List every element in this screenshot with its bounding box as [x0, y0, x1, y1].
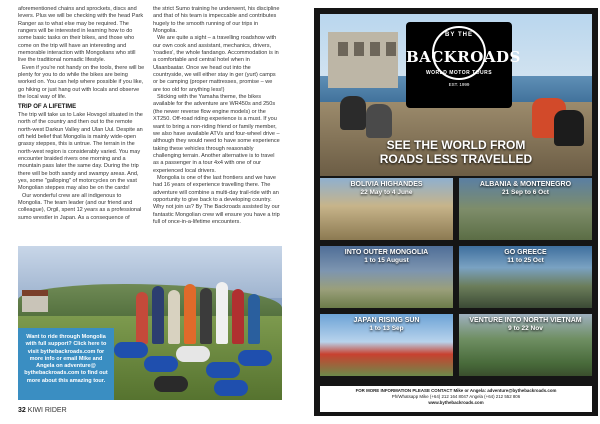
logo-est: EST. 1999	[448, 82, 470, 87]
tour-tile-albania[interactable]	[459, 178, 592, 240]
section-heading: TRIP OF A LIFETIME	[18, 104, 77, 111]
contact-website[interactable]: www.bythebackroads.com	[428, 400, 484, 405]
tour-tile-vietnam[interactable]	[459, 314, 592, 376]
tour-name: VENTURE INTO NORTH VIETNAM	[469, 317, 582, 324]
logo-sub: WORLD MOTOR TOURS	[425, 70, 493, 76]
tour-name: JAPAN RISING SUN	[353, 317, 420, 324]
tour-dates: 1 to 15 August	[364, 257, 409, 264]
tour-dates: 21 Sep to 6 Oct	[502, 189, 549, 196]
tour-dates: 9 to 22 Nov	[508, 325, 543, 332]
page-number: 32	[18, 407, 26, 414]
tour-tile-japan[interactable]	[320, 314, 453, 376]
body-paragraph: Even if you're not handy on the tools, there will be plenty for you to do while the bikes are being worked on. You can help where possible if you like, go hiking or just hang out with locals and observe the local way of life.	[18, 64, 145, 101]
logo-main: BACKROADS	[406, 48, 521, 66]
tagline	[320, 138, 592, 166]
cta-box[interactable]	[18, 328, 114, 400]
tour-tile-mongolia[interactable]	[320, 246, 453, 308]
hero-photo	[320, 14, 592, 176]
body-paragraph: The trip will take us to Lake Hovsgol situated in the north of the country and then out to the remote north-west Darkun Valley and Ulan Uul. Despite an oft held belief that Mongolia is mainly wide-open grassy steppes, this is untrue. The terrain in the north-west region is considerably varied. You may encounter braided rivers one morning and a mountain pass later the same day. During the trip there will be both sandy and swampy areas. And, yes, some "galloping" of motorcycles on the vast Mongolian steppes may also be on the cards!	[18, 111, 143, 192]
tour-dates: 1 to 13 Sep	[369, 325, 404, 332]
tour-tile-greece[interactable]	[459, 246, 592, 308]
body-paragraph: Our wonderful crew are all indigenous to Mongolia. The team leader (and our friend and colleague), Orgil, spent 12 years as a professional sumo wrestler in Japan. As a consequence of	[18, 192, 142, 221]
body-paragraph: Mongolia is one of the last frontiers and we have had 16 years of experience travelling there. The adventure will combine a multi-day trail-ride with an opportunity to give back to a developing country. Why not join us? By The Backroads assisted by our fantastic Mongolian crew will ensure you have a trip full of once-in-a-lifetime encounters.	[153, 174, 280, 225]
tour-dates: 22 May to 4 June	[360, 189, 413, 196]
tour-name: GO GREECE	[504, 249, 547, 256]
article-column-1	[18, 6, 145, 222]
contact-block	[320, 386, 592, 412]
logo-by: BY THE	[445, 32, 473, 38]
body-paragraph: aforementioned chains and sprockets, discs and levers. Plus we will be checking with the head Park Ranger as to what else may be required. The rangers will be interested in learning how to do some basic tasks on their bikes, and those who come on the trip will have an interesting and memorable interaction with Mongolians who still live the traditional nomadic lifestyle.	[18, 6, 144, 64]
magazine-name: KIWI RIDER	[27, 407, 67, 414]
article-column-2	[153, 6, 281, 226]
contact-line-2: Ph/Whatsapp Mike (+64) 212 164 8047 Angela (+64) 212 552 806	[391, 394, 521, 399]
cta-text: Want to ride through Mongolia with full support? Click here to visit bythebackroads.com for more info or email Mike and Angela on adventure@ bythebackroads.com to find out more about this amazing tour.	[24, 334, 108, 384]
tour-dates: 11 to 25 Oct	[507, 257, 544, 264]
tour-name: ALBANIA & MONTENEGRO	[479, 181, 572, 188]
contact-line-1: FOR MORE INFORMATION PLEASE CONTACT Mike or Angela: adventure@bythebackroads.com	[355, 388, 557, 393]
tour-name: INTO OUTER MONGOLIA	[344, 249, 429, 256]
tour-tile-bolivia[interactable]	[320, 178, 453, 240]
body-paragraph: the strict Sumo training he underwent, his discipline and that of his team is impeccable and contributes hugely to the smooth running of our trips in Mongolia.	[153, 6, 280, 35]
body-paragraph: We are quite a sight – a travelling roadshow with our own cook and assistant, mechanics, drivers, 'roadies', the whole fandango. Accommodation is in a comfortable and central hotel when in Ulaanbaatar. Once we head out into the countryside, we will either stay in ger (yurt) camps or be camping (proper mattresses, promise – we are too old for anything less!)	[153, 35, 279, 93]
tagline-line-1: SEE THE WORLD FROM	[386, 138, 526, 152]
advertisement	[314, 8, 598, 416]
brand-logo	[406, 22, 521, 108]
tagline-line-2: ROADS LESS TRAVELLED	[379, 152, 533, 166]
body-paragraph: Sticking with the Yamaha theme, the bikes available for the adventure are WR450s and 250s (the newer reverse flow engine models) or the XT250. Off-road riding experience is a must. If you want to bring a non-riding friend or family member, we also have available ATVs and four-wheel drive – although they would need to have some experience taking these vehicles through reasonably challenging terrain. Another alternative is to travel as a passenger in a tour 4x4 with one of our experienced local drivers.	[153, 94, 280, 174]
page-footer	[18, 407, 67, 414]
tour-name: BOLIVIA HIGHANDES	[350, 181, 423, 188]
